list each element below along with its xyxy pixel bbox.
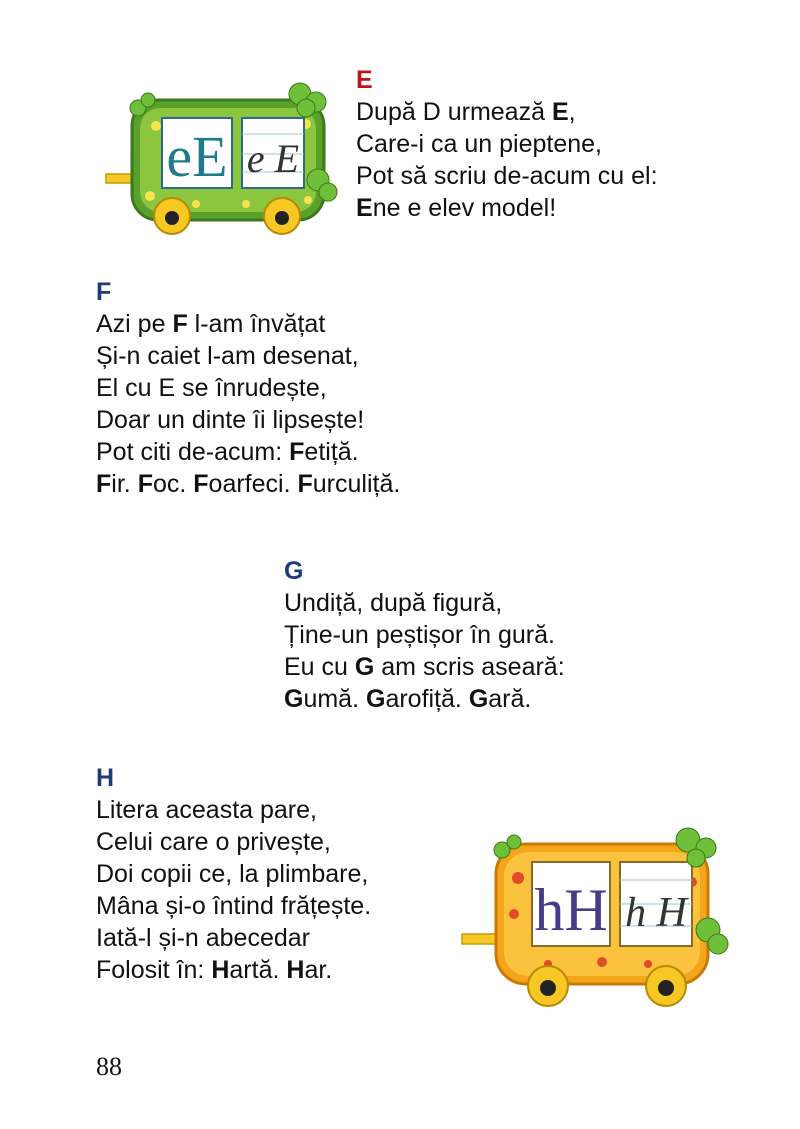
line-text: Undiță, după figură, bbox=[284, 589, 503, 617]
wagon-h-printed-letters: hH bbox=[534, 877, 608, 943]
poem-line bbox=[96, 468, 400, 500]
bold-letter: F bbox=[172, 310, 188, 338]
poem-heading: F bbox=[96, 278, 112, 306]
poem-line bbox=[284, 651, 565, 683]
line-text: Doar un dinte îi lipsește! bbox=[96, 406, 365, 434]
line-text: ne e elev model! bbox=[372, 194, 557, 222]
poem-line bbox=[96, 372, 400, 404]
line-text: El cu E se înrudește, bbox=[96, 374, 327, 402]
line-text: Doi copii ce, la plimbare, bbox=[96, 860, 369, 888]
line-text: Pot să scriu de-acum cu el: bbox=[356, 162, 658, 190]
wagon-h-illustration bbox=[452, 818, 732, 1012]
poem-line bbox=[96, 404, 400, 436]
poem-line bbox=[96, 890, 371, 922]
poem-line bbox=[96, 436, 400, 468]
bold-letter: G bbox=[354, 653, 375, 681]
poem-line bbox=[96, 794, 371, 826]
line-text: urculiță. bbox=[312, 470, 401, 498]
line-text: oarfeci. bbox=[208, 470, 298, 498]
poem-line bbox=[96, 826, 371, 858]
line-text: am scris aseară: bbox=[374, 653, 565, 681]
poem-lines bbox=[96, 794, 371, 986]
poem-line bbox=[284, 683, 565, 715]
line-text: Mâna și-o întind frățește. bbox=[96, 892, 372, 920]
bold-letter: F bbox=[297, 470, 313, 498]
bold-letter: G bbox=[284, 685, 304, 713]
poem-line bbox=[284, 587, 565, 619]
poem-line bbox=[356, 192, 658, 224]
line-text: După D urmează bbox=[356, 98, 552, 126]
poem-line bbox=[356, 128, 658, 160]
poem-lines bbox=[356, 96, 658, 224]
line-text: Iată-l și-n abecedar bbox=[96, 924, 311, 952]
bold-letter: G bbox=[468, 685, 489, 713]
wagon-h-cursive-letters: h H bbox=[625, 890, 687, 936]
bold-letter: H bbox=[286, 956, 305, 984]
line-text: arofiță. bbox=[385, 685, 469, 713]
poem-line bbox=[356, 160, 658, 192]
line-text: Celui care o privește, bbox=[96, 828, 331, 856]
page-number: 88 bbox=[96, 1052, 122, 1081]
poem-line bbox=[96, 858, 371, 890]
poem-line bbox=[96, 922, 371, 954]
poem-line bbox=[96, 340, 400, 372]
bold-letter: E bbox=[356, 194, 373, 222]
bold-letter: E bbox=[551, 98, 569, 126]
poem-line bbox=[356, 96, 658, 128]
line-text: artă. bbox=[229, 956, 287, 984]
poem-e bbox=[356, 64, 658, 224]
poem-h bbox=[96, 762, 371, 986]
bold-letter: F bbox=[289, 438, 305, 466]
line-text: etiță. bbox=[304, 438, 359, 466]
line-text: l-am învățat bbox=[187, 310, 326, 338]
poem-g bbox=[284, 555, 565, 715]
poem-lines bbox=[96, 308, 400, 500]
poem-line bbox=[96, 308, 400, 340]
line-text: , bbox=[568, 98, 576, 126]
poem-heading: H bbox=[96, 764, 115, 792]
bold-letter: F bbox=[96, 470, 112, 498]
line-text: Eu cu bbox=[284, 653, 355, 681]
wagon-e-printed-letters: eE bbox=[166, 124, 228, 189]
line-text: Și-n caiet l-am desenat, bbox=[96, 342, 359, 370]
line-text: Pot citi de-acum: bbox=[96, 438, 290, 466]
line-text: oc. bbox=[152, 470, 194, 498]
line-text: umă. bbox=[303, 685, 366, 713]
line-text: Azi pe bbox=[96, 310, 173, 338]
bold-letter: G bbox=[365, 685, 386, 713]
wagon-e-cursive-letters: e E bbox=[246, 136, 300, 181]
line-text: Folosit în: bbox=[96, 956, 212, 984]
bold-letter: F bbox=[137, 470, 153, 498]
line-text: Ține-un peștișor în gură. bbox=[284, 621, 555, 649]
bold-letter: F bbox=[193, 470, 209, 498]
poem-heading: G bbox=[284, 557, 304, 585]
line-text: Litera aceasta pare, bbox=[96, 796, 317, 824]
wagon-e-illustration bbox=[96, 68, 342, 244]
poem-line bbox=[284, 619, 565, 651]
line-text: ir. bbox=[111, 470, 138, 498]
poem-line bbox=[96, 954, 371, 986]
poem-lines bbox=[284, 587, 565, 715]
line-text: Care-i ca un pieptene, bbox=[356, 130, 602, 158]
bold-letter: H bbox=[211, 956, 230, 984]
poem-heading: E bbox=[356, 66, 373, 94]
line-text: ară. bbox=[488, 685, 532, 713]
poem-f bbox=[96, 276, 400, 500]
line-text: ar. bbox=[304, 956, 333, 984]
